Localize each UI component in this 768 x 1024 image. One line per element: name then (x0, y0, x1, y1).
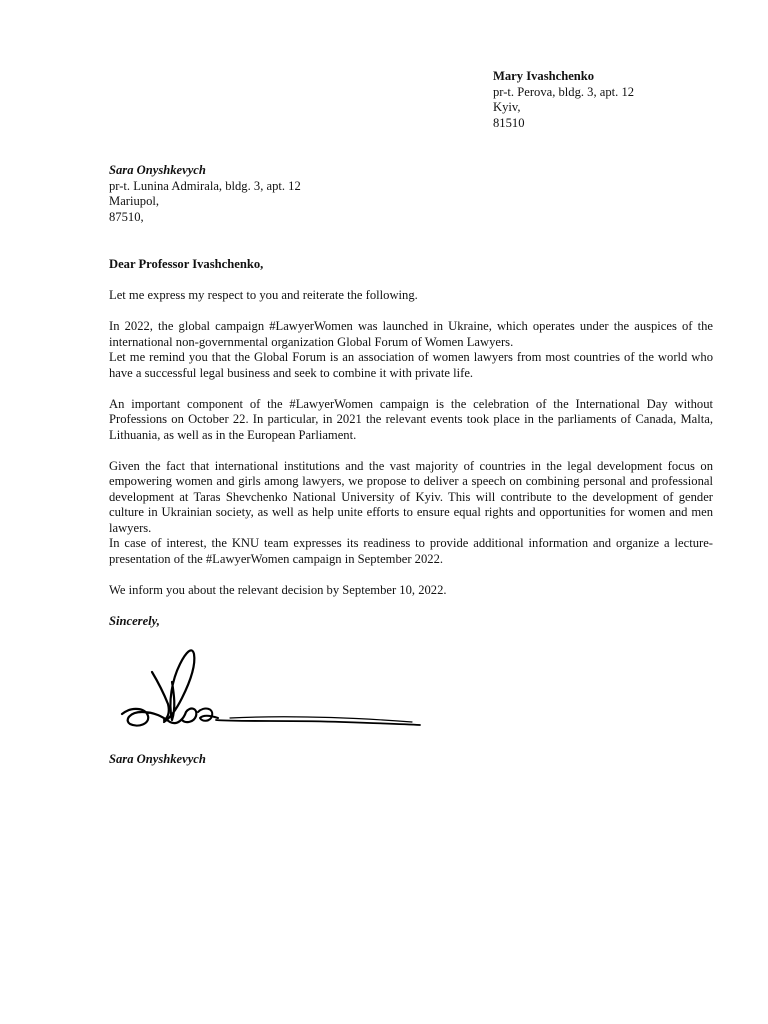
paragraph-spacer (109, 381, 713, 397)
signer-block (109, 752, 206, 768)
signer-name: Sara Onyshkevych (109, 752, 206, 766)
recipient-street: pr-t. Perova, bldg. 3, apt. 12 (493, 84, 635, 99)
campaign-paragraph: In 2022, the global campaign #LawyerWomen was launched in Ukraine, which operates under the auspices of the international non-governmental organization Global Forum of Women Lawyers. (109, 319, 713, 349)
paragraph-spacer (109, 567, 713, 583)
sender-name: Sara Onyshkevych (109, 163, 206, 177)
recipient-name: Mary Ivashchenko (493, 69, 595, 83)
sender-street: pr-t. Lunina Admirala, bldg. 3, apt. 12 (109, 178, 301, 193)
sender-city: Mariupol, (109, 194, 160, 208)
salutation: Dear Professor Ivashchenko, (109, 257, 264, 271)
paragraph-spacer (109, 273, 713, 289)
paragraph-spacer (109, 443, 713, 459)
recipient-postal-code: 81510 (493, 115, 525, 130)
sender-postal-code: 87510, (109, 209, 144, 224)
celebration-paragraph: An important component of the #LawyerWomen campaign is the celebration of the International Day without Professions on October 22. In particular, in 2021 the relevant events took place in the parliaments of Canada, Malta, Lithuania, as well as in the European Parliament. (109, 396, 713, 442)
decision-paragraph: We inform you about the relevant decision by September 10, 2022. (109, 582, 447, 597)
opening-paragraph: Let me express my respect to you and reiterate the following. (109, 288, 418, 302)
sender-address-block (109, 163, 409, 225)
recipient-address-block (493, 69, 733, 131)
paragraph-spacer (109, 598, 713, 614)
recipient-city: Kyiv, (493, 100, 521, 114)
closing: Sincerely, (109, 613, 160, 628)
proposal-paragraph: Given the fact that international institutions and the vast majority of countries in the legal development focus on empowering women and girls among lawyers, we propose to deliver a speech on combining personal and professional development at Taras Shevchenko National University of Kyiv. This will contribute to the development of gender culture in Ukrainian society, as well as help unite efforts to ensure equal rights and opportunities for women and men lawyers. (109, 458, 713, 535)
handwritten-signature-icon (112, 642, 424, 742)
paragraph-spacer (109, 304, 713, 320)
letter-body (109, 257, 713, 629)
forum-paragraph: Let me remind you that the Global Forum is an association of women lawyers from most countries of the world who have a successful legal business and seek to combine it with private life. (109, 350, 713, 380)
readiness-paragraph: In case of interest, the KNU team expresses its readiness to provide additional information and organize a lecture-presentation of the #LawyerWomen campaign in September 2022. (109, 536, 713, 566)
